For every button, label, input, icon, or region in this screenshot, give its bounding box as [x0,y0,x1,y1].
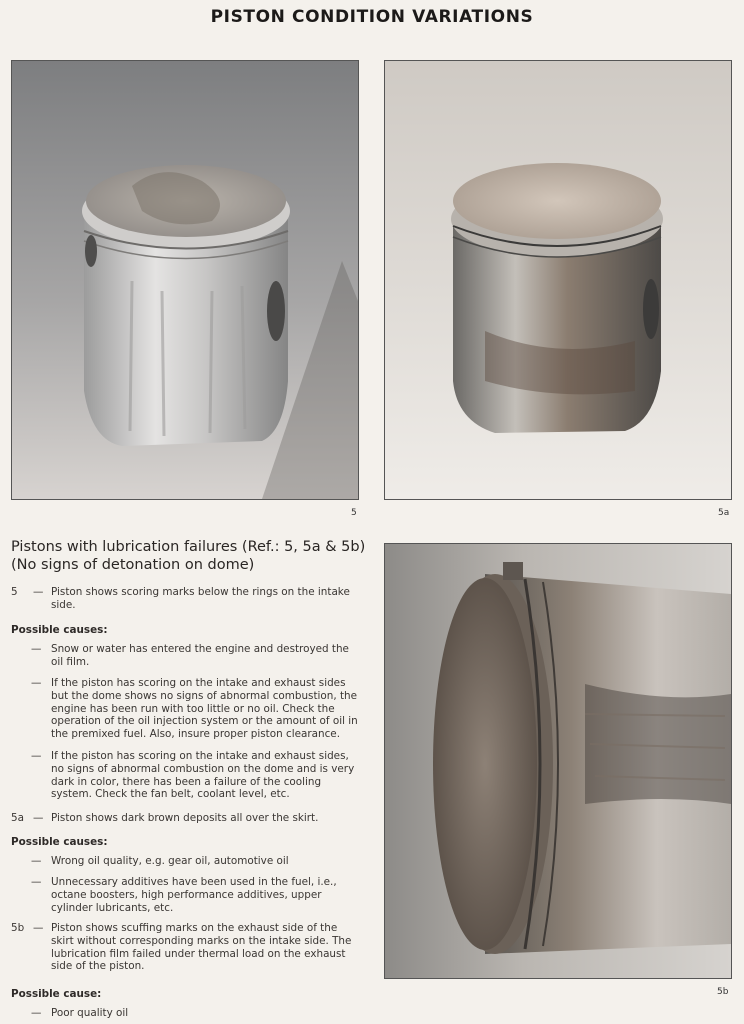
entry-text: Piston shows dark brown deposits all over the skirt. [51,812,319,824]
cause-text: If the piston has scoring on the intake and exhaust sides but the dome shows no signs of abnormal combustion, the engine has been run with too little or no oil. Check the operation of the oil injection system or the amount of oil in the premixed fuel. Also, insure proper piston clearance. [51,677,358,741]
possible-causes-heading: Possible cause: [11,988,102,1000]
figure-label-5a: 5a [718,508,730,518]
entry-number: 5 [11,586,18,598]
possible-causes-heading: Possible causes: [11,624,108,636]
piston-photo-5a [384,60,732,500]
cause-text: Poor quality oil [51,1007,129,1019]
bullet-dash: — [31,677,42,689]
bullet-dash: — [31,750,42,762]
figure-label-5b: 5b [717,987,729,997]
piston-photo-5 [11,60,359,500]
cause-text: Snow or water has entered the engine and destroyed the oil film. [51,643,349,668]
heading-line-2: (No signs of detonation on dome) [11,557,255,573]
entry-number: 5b [11,922,25,934]
entry-text: Piston shows scuffing marks on the exhaust side of the skirt without corresponding marks on the intake side. The lubrication film failed under thermal load on the exhaust side of the piston. [51,922,352,973]
possible-causes-heading: Possible causes: [11,836,108,848]
bullet-dash: — [31,1007,42,1019]
bullet-dash: — [31,643,42,655]
bullet-dash: — [31,855,42,867]
entry-dash: — [33,922,44,934]
cause-text: If the piston has scoring on the intake and exhaust sides, no signs of abnormal combustion on the dome and is very dark in color, there has been a failure of the cooling system. Check the fan belt, coolant level, etc. [51,750,355,801]
entry-dash: — [33,812,44,824]
page-title: PISTON CONDITION VARIATIONS [210,7,534,27]
heading-line-1: Pistons with lubrication failures (Ref.: 5, 5a & 5b) [11,539,366,555]
cause-text: Wrong oil quality, e.g. gear oil, automotive oil [51,855,289,867]
cause-text: Unnecessary additives have been used in the fuel, i.e., octane boosters, high performance additives, upper cylinder lubricants, etc. [51,876,337,914]
bullet-dash: — [31,876,42,888]
piston-photo-5b [384,543,732,979]
figure-label-5: 5 [351,508,357,518]
section-heading [11,538,371,574]
entry-text: Piston shows scoring marks below the rings on the intake side. [51,586,350,611]
entry-dash: — [33,586,44,598]
entry-number: 5a [11,812,24,824]
